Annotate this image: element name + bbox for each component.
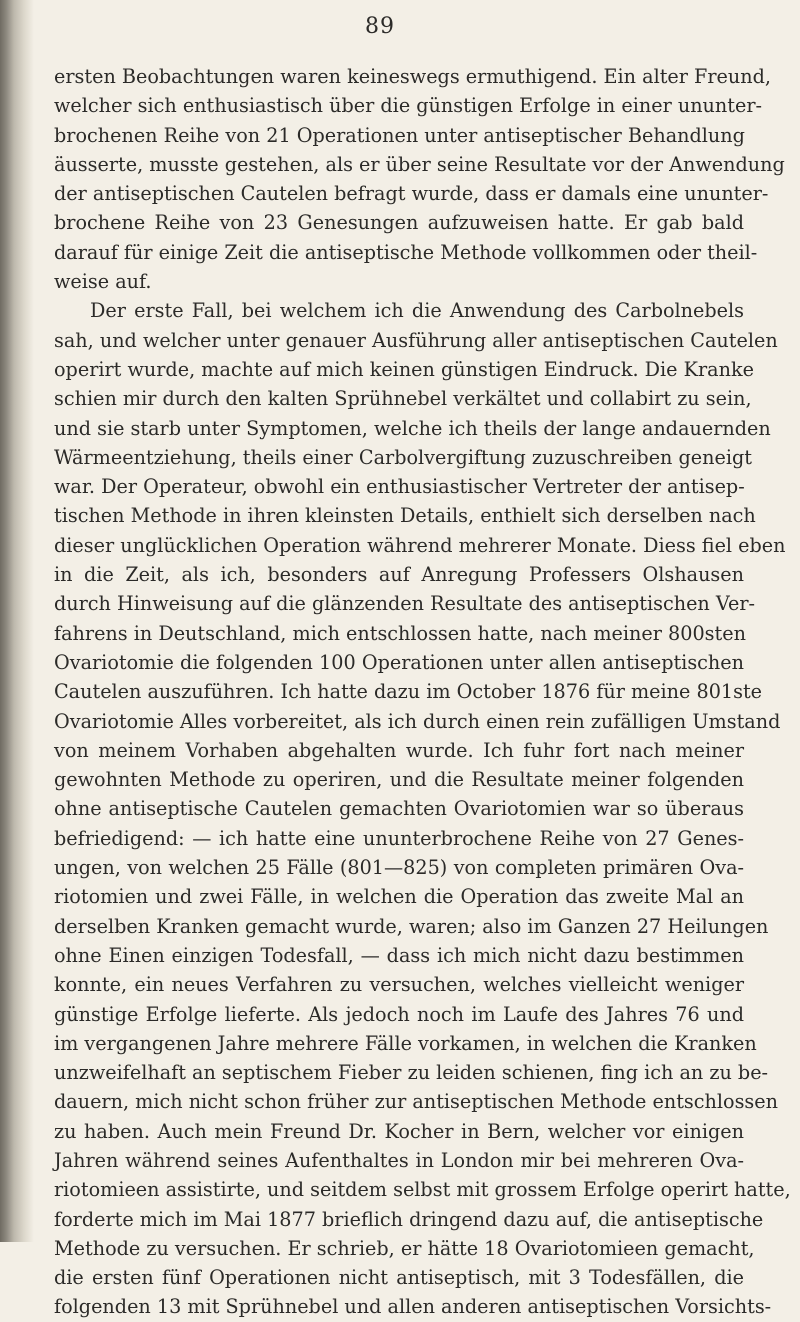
text-line: ohne Einen einzigen Todesfall, — dass ich mich nicht dazu bestimmen	[54, 943, 744, 967]
text-line: der antiseptischen Cautelen befragt wurde, dass er damals eine ununter-	[54, 182, 769, 206]
text-line: brochenen Reihe von 21 Operationen unter antiseptischer Behandlung	[54, 123, 745, 147]
text-line: folgenden 13 mit Sprühnebel und allen anderen antiseptischen Vorsichts-	[54, 1295, 772, 1319]
paragraph	[54, 296, 791, 1321]
text-line: Ovariotomie Alles vorbereitet, als ich durch einen rein zufälligen Umstand	[54, 709, 781, 733]
text-line: darauf für einige Zeit die antiseptische Methode vollkommen oder theil-	[54, 240, 758, 264]
text-line: brochene Reihe von 23 Genesungen aufzuweisen hatte. Er gab bald	[54, 211, 744, 235]
text-line: Ovariotomie die folgenden 100 Operationen unter allen antiseptischen	[54, 650, 744, 674]
text-line: in die Zeit, als ich, besonders auf Anregung Professers Olshausen	[54, 563, 744, 587]
text-line: riotomieen assistirte, und seitdem selbst mit grossem Erfolge operirt hatte,	[54, 1178, 791, 1202]
text-line: gewohnten Methode zu operiren, und die Resultate meiner folgenden	[54, 768, 744, 792]
text-line: weise auf.	[54, 270, 152, 294]
text-line: von meinem Vorhaben abgehalten wurde. Ich fuhr fort nach meiner	[54, 738, 744, 762]
text-line: fahrens in Deutschland, mich entschlossen hatte, nach meiner 800sten	[54, 621, 746, 645]
text-line: die ersten fünf Operationen nicht antiseptisch, mit 3 Todesfällen, die	[54, 1266, 744, 1290]
text-line: derselben Kranken gemacht wurde, waren; also im Ganzen 27 Heilungen	[54, 914, 769, 938]
text-line: günstige Erfolge lieferte. Als jedoch noch im Laufe des Jahres 76 und	[54, 1002, 744, 1026]
text-line: äusserte, musste gestehen, als er über seine Resultate vor der Anwendung	[54, 152, 785, 176]
text-line: zu haben. Auch mein Freund Dr. Kocher in Bern, welcher vor einigen	[54, 1119, 744, 1143]
body-text	[54, 62, 791, 1322]
text-line: riotomien und zwei Fälle, in welchen die Operation das zweite Mal an	[54, 885, 744, 909]
text-line: tischen Methode in ihren kleinsten Details, enthielt sich derselben nach	[54, 504, 756, 528]
text-line: und sie starb unter Symptomen, welche ich theils der lange andauernden	[54, 416, 771, 440]
text-line: ohne antiseptische Cautelen gemachten Ovariotomien war so überaus	[54, 797, 744, 821]
text-line: Wärmeentziehung, theils einer Carbolvergiftung zuzuschreiben geneigt	[54, 445, 752, 469]
text-line: konnte, ein neues Verfahren zu versuchen, welches vielleicht weniger	[54, 973, 744, 997]
text-line: sah, und welcher unter genauer Ausführung aller antiseptischen Cautelen	[54, 328, 778, 352]
text-line: im vergangenen Jahre mehrere Fälle vorkamen, in welchen die Kranken	[54, 1031, 757, 1055]
text-line: Cautelen auszuführen. Ich hatte dazu im October 1876 für meine 801ste	[54, 680, 763, 704]
text-line: dauern, mich nicht schon früher zur antiseptischen Methode entschlossen	[54, 1090, 778, 1114]
paragraph	[54, 62, 785, 296]
text-line: unzweifelhaft an septischem Fieber zu leiden schienen, fing ich an zu be-	[54, 1061, 769, 1085]
text-line: ungen, von welchen 25 Fälle (801—825) von completen primären Ova-	[54, 856, 744, 880]
text-line: Der erste Fall, bei welchem ich die Anwendung des Carbolnebels	[90, 299, 744, 323]
page-number: 89	[365, 14, 395, 39]
text-line: dieser unglücklichen Operation während mehrerer Monate. Diess fiel eben	[54, 533, 786, 557]
text-line: befriedigend: — ich hatte eine ununterbrochene Reihe von 27 Genes-	[54, 826, 744, 850]
text-line: war. Der Operateur, obwohl ein enthusiastischer Vertreter der antisep-	[54, 475, 745, 499]
text-line: schien mir durch den kalten Sprühnebel verkältet und collabirt zu sein,	[54, 387, 752, 411]
book-binding-shadow	[0, 0, 34, 1242]
text-line: welcher sich enthusiastisch über die günstigen Erfolge in einer ununter-	[54, 94, 762, 118]
text-line: Jahren während seines Aufenthaltes in London mir bei mehreren Ova-	[54, 1148, 744, 1172]
text-line: operirt wurde, machte auf mich keinen günstigen Eindruck. Die Kranke	[54, 357, 754, 381]
text-line: forderte mich im Mai 1877 brieflich dringend dazu auf, die antiseptische	[54, 1207, 764, 1231]
text-line: durch Hinweisung auf die glänzenden Resultate des antiseptischen Ver-	[54, 592, 755, 616]
text-line: Methode zu versuchen. Er schrieb, er hätte 18 Ovariotomieen gemacht,	[54, 1236, 755, 1260]
text-line: ersten Beobachtungen waren keineswegs ermuthigend. Ein alter Freund,	[54, 65, 771, 88]
